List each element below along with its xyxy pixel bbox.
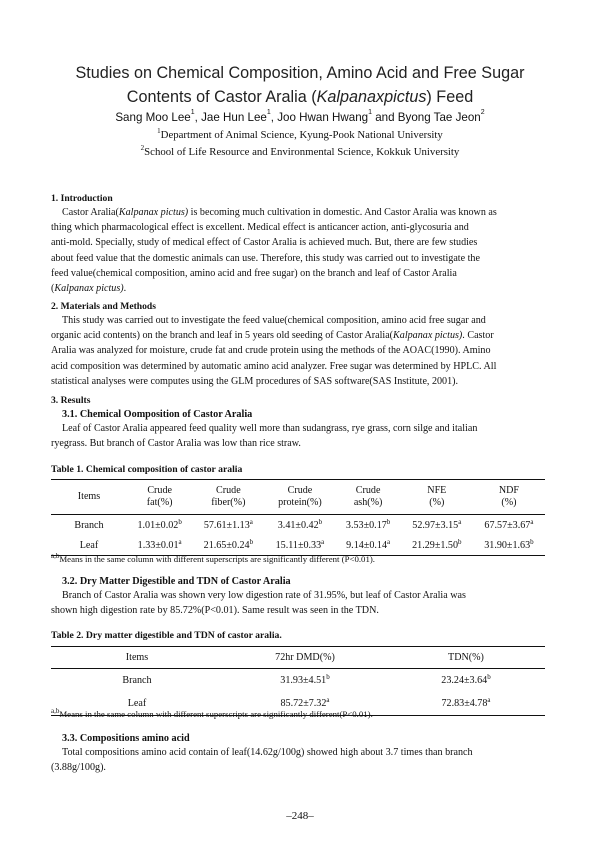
paragraph-line: Branch of Castor Aralia was shown very low digestion rate of 31.95%, but leaf of Castor Aralia was [62, 590, 466, 601]
table-cell: 21.29±1.50$^b$ [401, 535, 473, 556]
table-cell: 23.24±3.64$^b$ [387, 669, 545, 693]
table-1-caption: Table 1. Chemical composition of castor aralia [51, 464, 243, 475]
affiliation-2 [20, 146, 580, 158]
paragraph-line: statistical analyses were computes using the GLM procedures of SAS software(SAS Institute, 2001). [51, 375, 459, 387]
table-1-footnote: $^{a,b}$Means in the same column with different superscripts are significantly different (P<0.01). [51, 552, 375, 564]
paragraph-line: feed value(chemical composition, amino acid and free sugar) on the branch and leaf of Castor Aralia [51, 267, 457, 279]
paper-title-line-2 [20, 88, 580, 107]
table-cell: 1.33±0.01$^a$ [127, 535, 192, 556]
author-affiliation-mark: 1 [190, 109, 195, 116]
author-separator: and [372, 111, 398, 124]
paragraph-line: acid composition was determined by automatic amino acid analyzer. Free sugar was determined by HPLC. All [51, 360, 497, 372]
author-affiliation-mark: 2 [480, 109, 485, 116]
chemical-composition-paragraph [51, 421, 543, 451]
paragraph-line: organic acid contents) on the branch and leaf in 5 years old seeding of Castor Aralia(Kalpanax pictus). Castor [51, 330, 494, 342]
table-cell-item: Branch [51, 669, 223, 693]
author-name: Sang Moo Lee [115, 111, 191, 124]
table-cell: 21.65±0.24$^b$ [192, 535, 264, 556]
affiliation-text: School of Life Resource and Environmental Science, Kokkuk University [144, 146, 460, 158]
table-cell: 72.83±4.78$^a$ [387, 692, 545, 716]
table-cell-item: Branch [51, 515, 127, 536]
subsection-heading-amino-acid: 3.3. Compositions amino acid [62, 733, 190, 744]
table-cell-item: Leaf [51, 692, 223, 716]
table-header-cell: NFE (%) [401, 480, 473, 515]
table-cell: 85.72±7.32$^a$ [223, 692, 387, 716]
table-header-cell: Crude fat(%) [127, 480, 192, 515]
author-affiliation-mark: 1 [368, 109, 372, 116]
affiliation-number: 2 [140, 144, 145, 152]
table-header-cell: NDF (%) [473, 480, 545, 515]
author-separator: , [270, 111, 278, 124]
section-heading-introduction: 1. Introduction [51, 193, 113, 204]
paragraph-line: This study was carried out to investigate the feed value(chemical composition, amino acid free sugar and [62, 315, 486, 326]
table-2-footnote: $^{a,b}$Means in the same column with different superscripts are significantly different(P<0.01). [51, 707, 373, 719]
table-cell: 3.53±0.17$^b$ [335, 515, 400, 536]
affiliation-text: Department of Animal Science, Kyung-Pook National University [160, 129, 443, 141]
title-text-end: ) Feed [426, 88, 474, 106]
title-species-name: Kalpanaxpictus [316, 88, 427, 106]
author-list [20, 111, 580, 124]
table-2-caption: Table 2. Dry matter digestible and TDN of castor aralia. [51, 630, 282, 641]
table-header-cell: Crude fiber(%) [192, 480, 264, 515]
subsection-heading-chemical-composition: 3.1. Chemical Oomposition of Castor Aralia [62, 409, 253, 420]
table-2-dry-matter-digestible [51, 646, 545, 716]
table-row [51, 669, 545, 693]
table-row [51, 515, 545, 536]
section-heading-methods: 2. Materials and Methods [51, 301, 156, 312]
paper-title-line-1: Studies on Chemical Composition, Amino Acid and Free Sugar [75, 64, 525, 82]
paragraph-line: shown high digestion rate by 85.72%(P<0.01). Same result was seen in the TDN. [51, 605, 379, 617]
table-header-cell: TDN(%) [387, 647, 545, 669]
table-cell: 15.11±0.33$^a$ [264, 535, 335, 556]
table-cell: 9.14±0.14$^a$ [335, 535, 400, 556]
author-name: Joo Hwan Hwang [277, 111, 369, 124]
introduction-paragraph [51, 205, 543, 296]
author-separator: , [194, 111, 202, 124]
title-text: Contents of Castor Aralia ( [126, 88, 317, 106]
table-header-cell: 72hr DMD(%) [223, 647, 387, 669]
author-name: Byong Tae Jeon [397, 111, 481, 124]
author-name: Jae Hun Lee [201, 111, 267, 124]
paragraph-line: about feed value that the domestic animals can use. Therefore, this study was carried out to investigate the [51, 252, 480, 264]
table-cell: 1.01±0.02$^b$ [127, 515, 192, 536]
paragraph-line: Aralia was analyzed for moisture, crude fat and crude protein using the methods of the AOAC(1990). Amino [51, 345, 491, 357]
table-cell: 31.93±4.51$^b$ [223, 669, 387, 693]
affiliation-1 [20, 129, 580, 141]
table-cell-item: Leaf [51, 535, 127, 556]
paragraph-line: anti-mold. Specially, study of medical effect of Castor Aralia is achieved much. But, there are few studies [51, 237, 478, 249]
table-header-cell: Items [51, 480, 127, 515]
paragraph-line: Leaf of Castor Aralia appeared feed quality well more than sudangrass, rye grass, corn silge and italian [62, 423, 478, 434]
paragraph-line: thing which pharmacological effect is excellent. Medical effect is anticancer action, anti-glycosuria and [51, 222, 469, 234]
table-header-cell: Crude ash(%) [335, 480, 400, 515]
table-row [51, 535, 545, 556]
table-cell: 31.90±1.63$^b$ [473, 535, 545, 556]
paragraph-line: ryegrass. But branch of Castor Aralia was low than rice straw. [51, 438, 301, 450]
affiliation-number: 1 [157, 127, 161, 135]
section-heading-results: 3. Results [51, 395, 91, 406]
table-header-cell: Items [51, 647, 223, 669]
paragraph-line: Castor Aralia(Kalpanax pictus) is becoming much cultivation in domestic. And Castor Aralia was known as [62, 207, 497, 218]
table-1-chemical-composition [51, 479, 545, 556]
table-header-cell: Crude protein(%) [264, 480, 335, 515]
digestible-tdn-paragraph [51, 588, 543, 618]
paragraph-line: (Kalpanax pictus). [51, 283, 127, 295]
amino-acid-paragraph [51, 745, 543, 775]
table-cell: 67.57±3.67$^a$ [473, 515, 545, 536]
table-cell: 57.61±1.13$^a$ [192, 515, 264, 536]
table-cell: 52.97±3.15$^a$ [401, 515, 473, 536]
table-cell: 3.41±0.42$^b$ [264, 515, 335, 536]
subsection-heading-digestible-tdn: 3.2. Dry Matter Digestible and TDN of Castor Aralia [62, 576, 291, 587]
author-affiliation-mark: 1 [266, 109, 271, 116]
table-header-row [51, 647, 545, 669]
methods-paragraph [51, 313, 543, 389]
page-number: –248– [286, 810, 314, 822]
table-header-row [51, 480, 545, 515]
paragraph-line: Total compositions amino acid contain of leaf(14.62g/100g) showed high about 3.7 times than branch [62, 747, 473, 758]
paragraph-line: (3.88g/100g). [51, 762, 106, 774]
